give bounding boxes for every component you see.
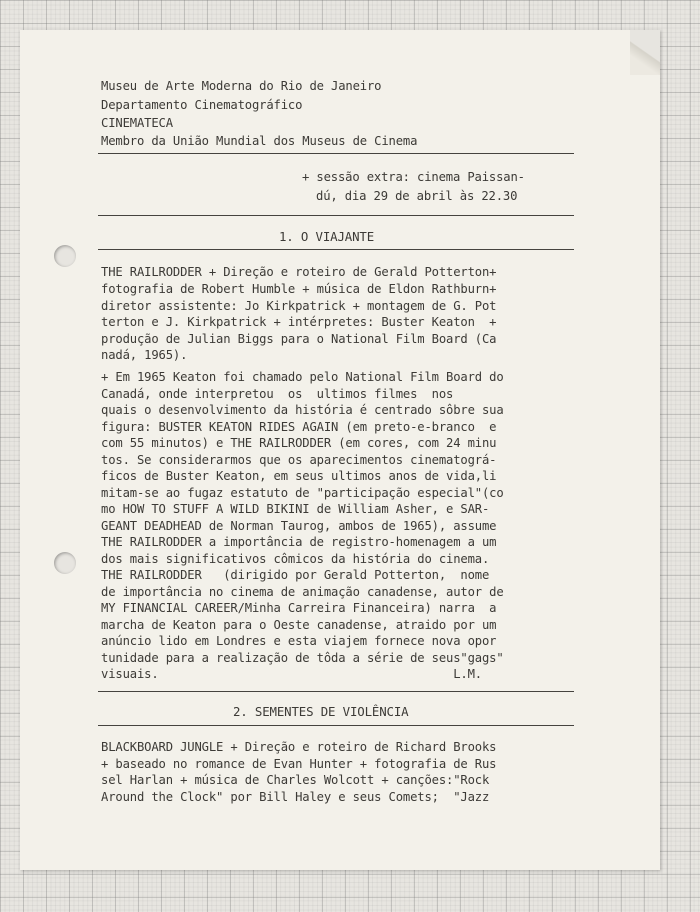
body-line: Canadá, onde interpretou os ultimos filmes nos [101, 387, 454, 401]
credits-line: diretor assistente: Jo Kirkpatrick + montagem de G. Pot [101, 299, 497, 313]
body-line: de importância no cinema de animação canadense, autor de [101, 585, 504, 599]
header-line: Membro da União Mundial dos Museus de Cinema [101, 134, 418, 148]
header-line: Departamento Cinematográfico [101, 98, 303, 112]
section-title: 2. SEMENTES DE VIOLÊNCIA [233, 704, 409, 719]
credits-line: Around the Clock" por Bill Haley e seus Comets; "Jazz [101, 790, 490, 804]
punch-hole [54, 245, 76, 267]
folded-corner [630, 30, 660, 75]
body-line: THE RAILRODDER (dirigido por Gerald Potterton, nome [101, 568, 490, 582]
divider [98, 215, 574, 216]
body-line: anúncio lido em Londres e esta viajem fornece nova opor [101, 634, 497, 648]
body-line: ficos de Buster Keaton, em seus ultimos anos de vida,li [101, 469, 497, 483]
credits-line: terton e J. Kirkpatrick + intérpretes: Buster Keaton + [101, 315, 497, 329]
credits-line: BLACKBOARD JUNGLE + Direção e roteiro de Richard Brooks [101, 740, 497, 754]
body-line: GEANT DEADHEAD de Norman Taurog, ambos de 1965), assume [101, 519, 497, 533]
body-line: THE RAILRODDER a importância de registro-homenagem a um [101, 535, 497, 549]
punch-hole [54, 552, 76, 574]
session-line: dú, dia 29 de abril às 22.30 [316, 189, 518, 203]
body-line: mo HOW TO STUFF A WILD BIKINI de William Asher, e SAR- [101, 502, 490, 516]
body-line: figura: BUSTER KEATON RIDES AGAIN (em preto-e-branco e [101, 420, 497, 434]
credits-line: produção de Julian Biggs para o National Film Board (Ca [101, 332, 497, 346]
body-line: visuais. L.M. [101, 667, 482, 681]
body-line: com 55 minutos) e THE RAILRODDER (em cores, com 24 minu [101, 436, 497, 450]
session-line: + sessão extra: cinema Paissan- [302, 170, 525, 184]
credits-line: fotografia de Robert Humble + música de Eldon Rathburn+ [101, 282, 497, 296]
body-line: mitam-se ao fugaz estatuto de "participação especial"(co [101, 486, 504, 500]
body-line: marcha de Keaton para o Oeste canadense, atraido por um [101, 618, 497, 632]
divider [98, 725, 574, 726]
body-line: dos mais significativos cômicos da história do cinema. [101, 552, 490, 566]
credits-line: + baseado no romance de Evan Hunter + fotografia de Rus [101, 757, 497, 771]
credits-line: THE RAILRODDER + Direção e roteiro de Gerald Potterton+ [101, 265, 497, 279]
body-line: tos. Se considerarmos que os aparecimentos cinematográ- [101, 453, 497, 467]
divider [98, 153, 574, 154]
header-line: Museu de Arte Moderna do Rio de Janeiro [101, 79, 382, 93]
section-title: 1. O VIAJANTE [279, 229, 375, 244]
body-line: MY FINANCIAL CAREER/Minha Carreira Financeira) narra a [101, 601, 497, 615]
credits-line: nadá, 1965). [101, 348, 188, 362]
body-line: + Em 1965 Keaton foi chamado pelo National Film Board do [101, 370, 504, 384]
body-line: tunidade para a realização de tôda a série de seus"gags" [101, 651, 504, 665]
credits-line: sel Harlan + música de Charles Wolcott + canções:"Rock [101, 773, 490, 787]
header-line: CINEMATECA [101, 116, 173, 130]
body-line: quais o desenvolvimento da história é centrado sôbre sua [101, 403, 504, 417]
divider [98, 691, 574, 692]
divider [98, 249, 574, 250]
